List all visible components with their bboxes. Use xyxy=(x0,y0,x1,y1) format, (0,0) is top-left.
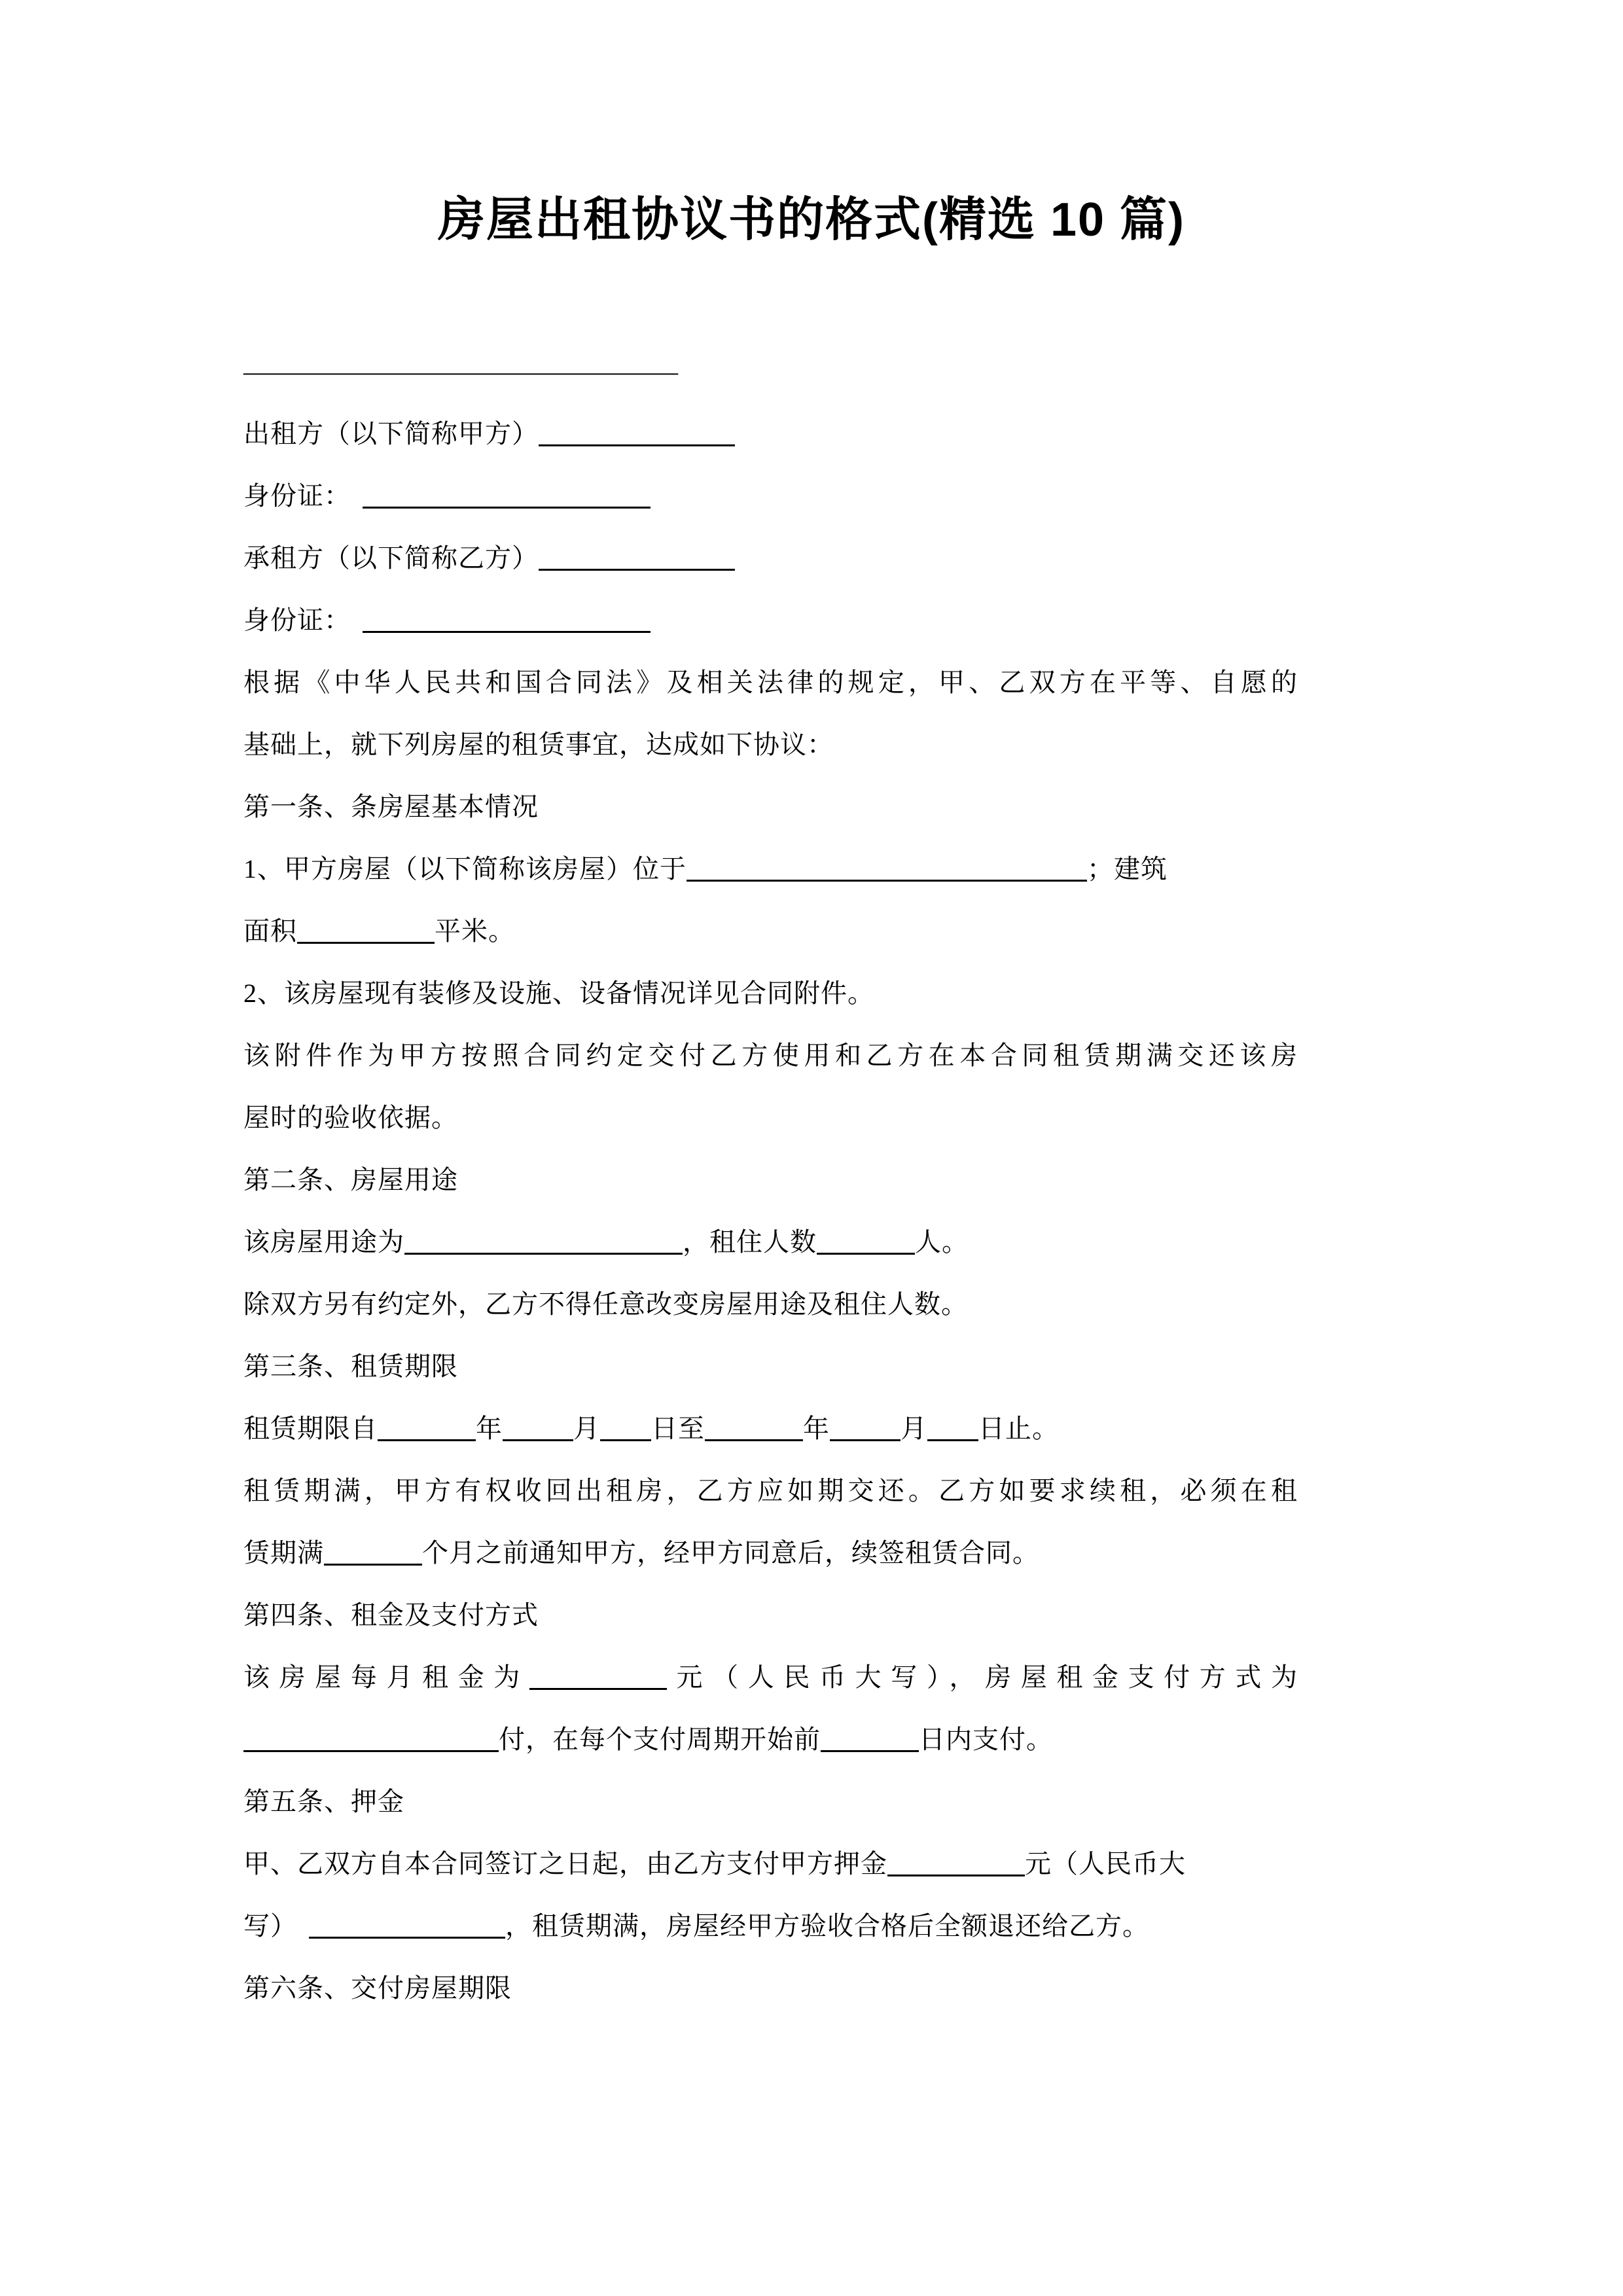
term-month-unit-end: 月 xyxy=(901,1414,927,1443)
article-5-deposit-line-1 xyxy=(243,1833,1297,1895)
payment-method-blank[interactable] xyxy=(243,1731,499,1752)
property-area-blank[interactable] xyxy=(297,922,435,944)
lessee-id-blank[interactable] xyxy=(363,611,651,633)
lessee-id-line xyxy=(243,589,1297,651)
article-2-heading: 第二条、房屋用途 xyxy=(243,1165,458,1194)
area-unit: 平米。 xyxy=(435,916,515,946)
term-end-year-blank[interactable] xyxy=(705,1420,803,1441)
lessor-name-blank[interactable] xyxy=(539,425,735,446)
property-use-blank[interactable] xyxy=(404,1233,683,1255)
term-year-unit-end: 年 xyxy=(803,1414,830,1443)
area-label: 面积 xyxy=(243,916,297,946)
preamble-line-2: 基础上，就下列房屋的租赁事宜，达成如下协议： xyxy=(243,730,834,759)
article-6-heading: 第六条、交付房屋期限 xyxy=(243,1973,512,2003)
occupants-count-blank[interactable] xyxy=(817,1233,915,1255)
rent-label: 该房屋每月租金为 xyxy=(243,1662,529,1692)
article-1-item-1-line-1 xyxy=(243,838,1297,900)
preamble-line-1: 根据《中华人民共和国合同法》及相关法律的规定，甲、乙双方在平等、自愿的 xyxy=(243,668,1297,697)
lessor-line xyxy=(243,403,1297,465)
payment-days-blank[interactable] xyxy=(821,1731,919,1752)
article-2-restriction: 除双方另有约定外，乙方不得任意改变房屋用途及租住人数。 xyxy=(243,1289,968,1319)
item-number: 2、 xyxy=(243,978,284,1008)
article-2-use-line xyxy=(243,1211,1297,1273)
article-4-rent-line-2 xyxy=(243,1708,1297,1770)
article-1-item-1-line-2 xyxy=(243,900,1297,962)
renewal-notice-months-blank[interactable] xyxy=(324,1544,422,1566)
term-end-day-blank[interactable] xyxy=(927,1420,978,1441)
term-year-unit-start: 年 xyxy=(476,1414,503,1443)
article-3-heading: 第三条、租赁期限 xyxy=(243,1352,458,1381)
lessor-id-line xyxy=(243,465,1297,527)
deposit-suffix: 元（人民币大 xyxy=(1025,1849,1186,1878)
article-4-rent-line-1 xyxy=(243,1646,1297,1708)
lessor-id-blank[interactable] xyxy=(363,487,651,509)
deposit-words-label: 写） xyxy=(243,1911,297,1941)
item-text-a: 甲方房屋（以下简称该房屋）位于 xyxy=(284,854,687,884)
payment-cycle-suffix: 日内支付。 xyxy=(919,1725,1053,1754)
page-title: 房屋出租协议书的格式(精选 10 篇) xyxy=(437,194,1186,246)
term-end-month-blank[interactable] xyxy=(830,1420,901,1441)
use-label: 该房屋用途为 xyxy=(243,1227,404,1257)
separator-rule: ————————————————— xyxy=(243,357,677,386)
article-1-note-line-1: 该附件作为甲方按照合同约定交付乙方使用和乙方在本合同租赁期满交还该房 xyxy=(243,1041,1297,1070)
article-1-note-line-2: 屋时的验收依据。 xyxy=(243,1103,458,1132)
article-5-deposit-line-2 xyxy=(243,1895,1297,1957)
occupants-unit: 人。 xyxy=(915,1227,969,1257)
payment-cycle-prefix: 付，在每个支付周期开始前 xyxy=(499,1725,821,1754)
lessee-id-label: 身份证： xyxy=(243,605,351,635)
term-label: 租赁期限自 xyxy=(243,1414,378,1443)
monthly-rent-blank[interactable] xyxy=(529,1668,667,1690)
document-body xyxy=(243,340,1297,2019)
property-address-blank[interactable] xyxy=(687,860,1087,882)
article-3-renewal-line-1: 租赁期满，甲方有权收回出租房，乙方应如期交还。乙方如要求续租，必须在租 xyxy=(243,1476,1297,1505)
deposit-prefix: 甲、乙双方自本合同签订之日起，由乙方支付甲方押金 xyxy=(243,1849,887,1878)
renewal-suffix: 个月之前通知甲方，经甲方同意后，续签租赁合同。 xyxy=(422,1538,1039,1568)
article-3-renewal-line-2 xyxy=(243,1522,1297,1584)
item-text-b: ；建筑 xyxy=(1087,854,1168,884)
article-1-heading: 第一条、条房屋基本情况 xyxy=(243,792,539,821)
article-5-heading: 第五条、押金 xyxy=(243,1787,404,1816)
term-day-unit-start: 日至 xyxy=(651,1414,705,1443)
deposit-amount-blank[interactable] xyxy=(887,1855,1025,1876)
renewal-prefix: 赁期满 xyxy=(243,1538,324,1568)
lessee-label: 承租方（以下简称乙方） xyxy=(243,543,539,573)
item-number: 1、 xyxy=(243,854,284,884)
rent-suffix: 元（人民币大写），房屋租金支付方式为 xyxy=(666,1662,1298,1692)
lessor-label: 出租方（以下简称甲方） xyxy=(243,419,539,448)
deposit-amount-words-blank[interactable] xyxy=(309,1917,505,1939)
article-4-heading: 第四条、租金及支付方式 xyxy=(243,1600,539,1630)
term-day-unit-end: 日止。 xyxy=(978,1414,1059,1443)
lessee-line xyxy=(243,527,1297,589)
occupants-label: ，租住人数 xyxy=(683,1227,817,1257)
term-start-year-blank[interactable] xyxy=(378,1420,476,1441)
term-month-unit-start: 月 xyxy=(573,1414,600,1443)
item-text: 该房屋现有装修及设施、设备情况详见合同附件。 xyxy=(284,978,874,1008)
article-1-item-2 xyxy=(243,962,1297,1024)
term-start-month-blank[interactable] xyxy=(503,1420,573,1441)
deposit-return-text: ，租赁期满，房屋经甲方验收合格后全额退还给乙方。 xyxy=(505,1911,1149,1941)
lessor-id-label: 身份证： xyxy=(243,481,351,511)
lessee-name-blank[interactable] xyxy=(539,549,735,571)
term-start-day-blank[interactable] xyxy=(600,1420,651,1441)
article-3-term-line xyxy=(243,1397,1297,1460)
